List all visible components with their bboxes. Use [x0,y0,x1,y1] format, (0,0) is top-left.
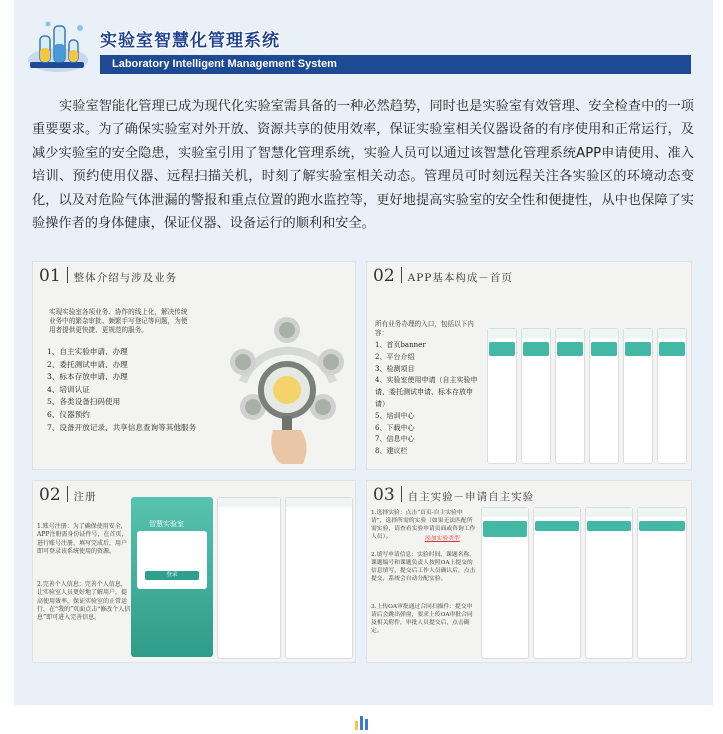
phone-screenshot [285,497,353,659]
slide-number: 01 [39,266,61,286]
list-item: 3、标本存放申请、办理 [47,372,128,382]
banner-block [557,342,583,356]
lab-flask-icon [24,14,94,74]
list-item: 1、自主实验申请、办理 [47,347,128,356]
bar-chart-icon [354,714,370,730]
list-item: 2、平台介绍 [375,352,415,361]
banner-block [535,521,579,531]
login-screen [131,497,213,657]
app-name: 智慧实验室 [149,520,184,528]
list-item: 6、仪器预约 [47,409,90,419]
slide-intro: 实现实验室各项业务、协作的线上化，解决传统业务中的繁杂审批、频繁手写登记等问题，为使用者提供更快捷、更规范的服务。 [49,308,188,335]
slide-overview [32,261,356,470]
slide-heading [373,266,513,286]
page-subtitle: Laboratory Intelligent Management System [112,58,337,70]
upload-paragraph: 3.上传OA审批通过合同扫描件：提交申请后会跳出弹窗，要求上传OA审批合同及相关附件，审批人员提交后，点击确定。 [371,604,473,634]
list-item: 7、设备开放记录、共享信息查询等其他服务 [47,422,197,432]
banner-block [523,342,549,356]
slide-heading [373,485,534,505]
list-item: 4、培训认证 [47,384,90,394]
banner-block [591,342,617,356]
slide-intro: 所有业务办理的入口，包括以下内容： [375,320,474,338]
list-item: 1、首页banner [375,341,426,349]
list-item: 6、下载中心 [375,423,415,432]
home-list [375,340,479,458]
add-type-link[interactable]: 添加实验类型 [425,536,460,542]
banner-block [659,342,685,356]
list-item: 3、检测项目 [375,364,415,373]
slide-heading [39,485,97,505]
list-item: 5、各类设备扫码使用 [47,397,121,407]
slide-title: APP基本构成－首页 [407,272,513,284]
slide-number: 02 [373,266,395,286]
slide-number: 02 [39,485,61,505]
business-list [47,346,217,434]
slide-heading [39,266,177,286]
list-item: 7、信息中心 [375,435,415,444]
list-item: 8、建议栏 [375,447,408,456]
slide-title: 整体介绍与涉及业务 [73,272,178,284]
intro-paragraph: 实验室智能化管理已成为现代化实验室需具备的一种必然趋势，同时也是实验室有效管理、安全检查中的一项重要要求。为了确保实验室对外开放、资源共享的使用效率，保证实验室相关仪器设备的有序使用和正常运行，及减少实验室的安全隐患，实验室引用了智慧化管理系统，实验人员可以通过该智慧化管理系统APP申请使用、准入培训、预约使用仪器、远程扫描关机，时刻了解实验室相关动态。管理员可时刻远程关注各实验区的环境动态变化，以及对危险气体泄漏的警报和重点位置的跑水监控等，更好地提高实验室的安全性和便捷性，从中也保障了实验操作者的身体健康，保证仪器、设备运行的顺利和安全。 [32,99,694,232]
slide-title: 注册 [73,491,97,503]
list-item: 4、实验室使用申请（自主实验申请、委托测试申请、标本存放申请） [375,376,478,408]
page-title: 实验室智慧化管理系统 [100,31,280,51]
banner-block [587,521,631,531]
login-button[interactable]: 登录 [145,571,199,580]
profile-paragraph: 2.完善个人信息：完善个人信息，让实验室人员更好地了解用户，提高使用效率，保证实验室的正常运行，在“我的”页面点击“修改个人信息”即可进入完善信息。 [37,581,131,622]
banner-block [489,342,515,356]
slide-number: 03 [373,485,395,505]
login-form [137,531,207,589]
list-item: 2、委托测试申请、办理 [47,359,128,369]
magnifier-illustration [223,312,353,467]
banner-block [639,521,685,531]
fill-paragraph: 2.填写申请信息：实验时间、课题名称、课题编号和课题负责人按照OA上提交的信息填写，提交后工作人员确认后，点击提交，系统会自动分配实验。 [371,552,476,582]
banner-block [483,521,527,537]
banner-block [625,342,651,356]
slide-app-home [366,261,692,470]
list-item: 5、培训中心 [375,411,415,420]
phone-screenshot [217,497,281,659]
slide-register [32,480,356,663]
register-paragraph: 1.账号注册：为了确保使用安全，APP注册需身份证件号，在首页，进行账号注册，填写完成后，用户即可登录该系统使用的资源。 [37,523,128,555]
slide-self-experiment [366,480,692,663]
slide-title: 自主实验－申请自主实验 [407,491,535,503]
select-paragraph: 1.选择实验：点击“首页-自主实验申请”，选择所需的实验（如果无法匹配所需实验，请查看实验申请页面或咨询工作人员）。 [371,510,476,540]
